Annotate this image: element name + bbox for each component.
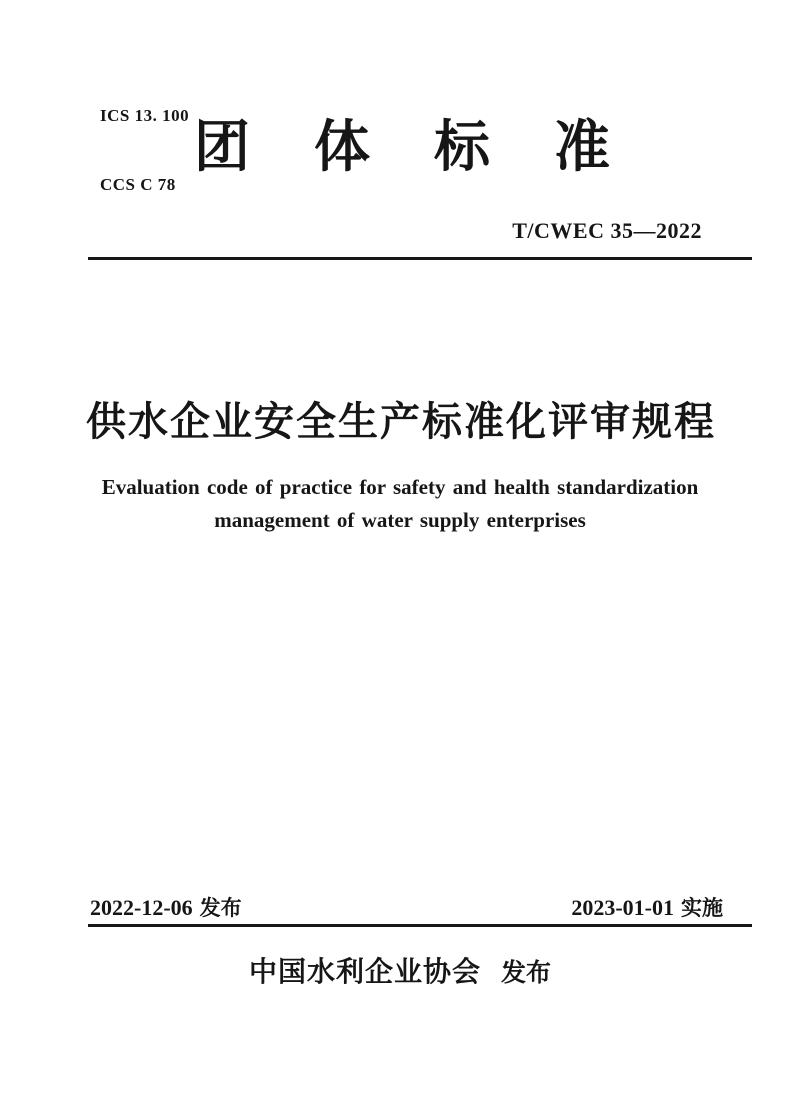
dates-row xyxy=(90,892,723,922)
publisher-action-label: 发布 xyxy=(501,959,552,987)
publisher-name: 中国水利企业协会 xyxy=(248,957,481,988)
publisher-row xyxy=(0,950,800,990)
header-divider-line xyxy=(88,257,752,260)
implementation-date-value: 2023-01-01 xyxy=(571,895,674,920)
implementation-date-label: 实施 xyxy=(681,897,723,920)
ccs-code: CCS C 78 xyxy=(100,175,176,194)
issue-date xyxy=(90,892,242,922)
document-type-heading: 团体标准 xyxy=(194,115,674,178)
standard-title-english xyxy=(0,471,800,537)
standard-title-chinese: 供水企业安全生产标准化评审规程 xyxy=(86,400,716,444)
implementation-date xyxy=(571,892,723,922)
standard-code: T/CWEC 35—2022 xyxy=(512,218,702,243)
issue-date-value: 2022-12-06 xyxy=(90,895,193,920)
english-title-line2: management of water supply enterprises xyxy=(214,508,586,532)
ics-code: ICS 13. 100 xyxy=(100,106,190,125)
issue-date-label: 发布 xyxy=(199,897,242,920)
english-title-line1: Evaluation code of practice for safety and health standardization xyxy=(101,475,699,499)
footer-divider-line xyxy=(88,924,752,927)
